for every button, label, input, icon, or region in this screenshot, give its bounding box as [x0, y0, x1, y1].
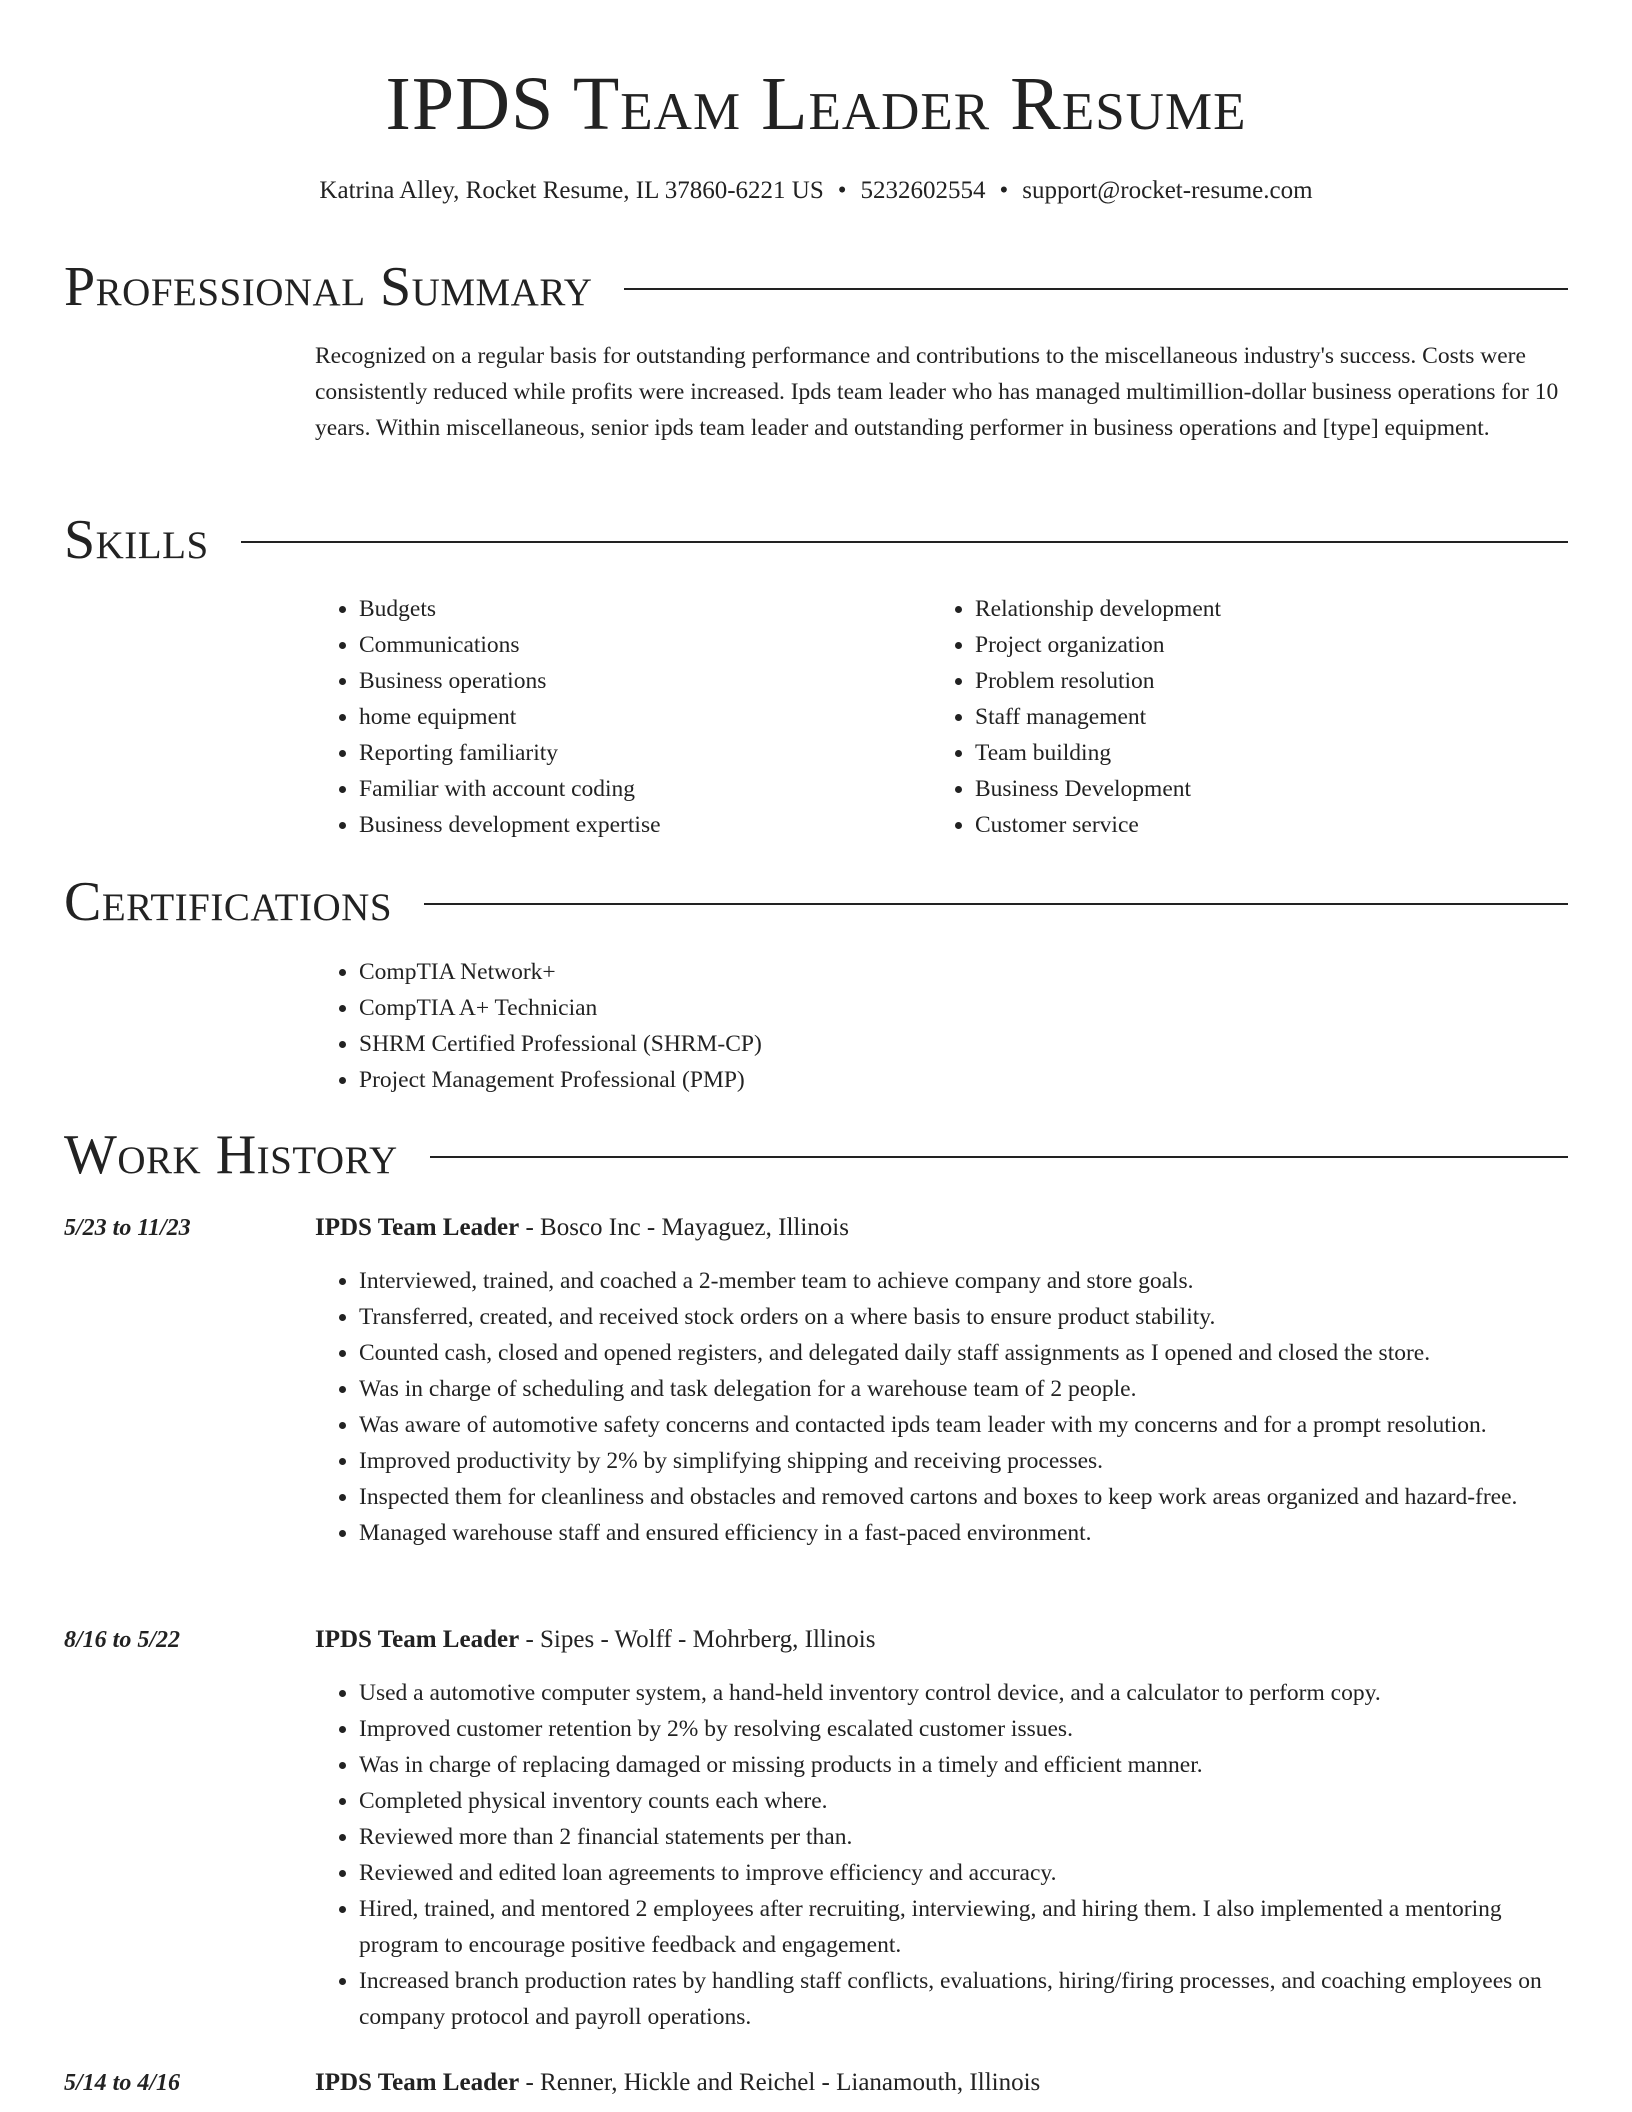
- skill-item: • Team building: [975, 735, 1531, 771]
- job-title-line: [315, 2065, 1040, 2101]
- skill-item: • home equipment: [359, 699, 915, 735]
- skill-item: • Business operations: [359, 663, 915, 699]
- skill-item: • Familiar with account coding: [359, 771, 915, 807]
- work-history-section-header: [64, 1123, 1568, 1187]
- job-duty-item: • Reviewed and edited loan agreements to improve efficiency and accuracy.: [359, 1855, 1568, 1891]
- skills-list-left: [315, 591, 915, 843]
- job-duty-item: • Counted cash, closed and opened registers, and delegated daily staff assignments as I opened and closed the store.: [359, 1335, 1568, 1371]
- certification-item: • CompTIA A+ Technician: [359, 990, 1568, 1026]
- contact-separator: •: [999, 177, 1009, 204]
- job-title: IPDS Team Leader: [315, 2069, 520, 2096]
- job-dates: 8/16 to 5/22: [64, 1627, 181, 1653]
- contact-line: [0, 174, 1632, 208]
- contact-phone: 5232602554: [860, 177, 986, 204]
- job-duty-item: • Reviewed more than 2 financial statements per than.: [359, 1819, 1568, 1855]
- summary-heading: Professional Summary: [64, 256, 593, 318]
- skill-item: • Budgets: [359, 591, 915, 627]
- certification-item: • SHRM Certified Professional (SHRM-CP): [359, 1026, 1568, 1062]
- job-dates: 5/23 to 11/23: [64, 1215, 191, 1241]
- job-title: IPDS Team Leader: [315, 1626, 520, 1653]
- summary-section-header: [64, 255, 1568, 319]
- job-employer-location: - Bosco Inc - Mayaguez, Illinois: [519, 1214, 849, 1241]
- section-divider: [430, 1156, 1568, 1158]
- skills-heading: Skills: [64, 509, 209, 571]
- job-duty-item: • Was aware of automotive safety concerns and contacted ipds team leader with my concerns and for a prompt resolution.: [359, 1407, 1568, 1443]
- certifications-section-header: [64, 870, 1568, 934]
- section-divider: [624, 288, 1568, 290]
- certification-item: • CompTIA Network+: [359, 954, 1568, 990]
- job-duty-item: • Was in charge of scheduling and task delegation for a warehouse team of 2 people.: [359, 1371, 1568, 1407]
- job-duty-item: • Managed warehouse staff and ensured efficiency in a fast-paced environment.: [359, 1515, 1568, 1551]
- job-duty-item: • Inspected them for cleanliness and obstacles and removed cartons and boxes to keep work areas organized and hazard-free.: [359, 1479, 1568, 1515]
- job-duty-item: • Used a automotive computer system, a hand-held inventory control device, and a calculator to perform copy.: [359, 1675, 1568, 1711]
- job-duties: [315, 1263, 1568, 1551]
- job-duty-item: • Increased branch production rates by handling staff conflicts, evaluations, hiring/firing processes, and coaching employees on company protocol and payroll operations.: [359, 1963, 1568, 2035]
- job-duty-item: • Completed physical inventory counts each where.: [359, 1783, 1568, 1819]
- certifications-heading: Certifications: [64, 871, 393, 933]
- job-duty-item: • Was in charge of replacing damaged or missing products in a timely and efficient manner.: [359, 1747, 1568, 1783]
- skill-item: • Customer service: [975, 807, 1531, 843]
- skills-list-right: [931, 591, 1531, 843]
- skill-item: • Business development expertise: [359, 807, 915, 843]
- job-employer-location: - Sipes - Wolff - Mohrberg, Illinois: [519, 1626, 876, 1653]
- contact-address: Katrina Alley, Rocket Resume, IL 37860-6221 US: [319, 177, 824, 204]
- skill-item: • Staff management: [975, 699, 1531, 735]
- resume-title: IPDS Team Leader Resume: [385, 62, 1247, 146]
- job-duties: [315, 1675, 1568, 2035]
- skills-section-header: [64, 508, 1568, 572]
- skill-item: • Problem resolution: [975, 663, 1531, 699]
- skill-item: • Business Development: [975, 771, 1531, 807]
- summary-text: Recognized on a regular basis for outstanding performance and contributions to the miscellaneous industry's success. Costs were consistently reduced while profits were increased. Ipds team leader who has managed multimillion-dollar business operations for 10 years. Within miscellaneous, senior ipds team leader and outstanding performer in business operations and [type] equipment.: [315, 343, 1559, 441]
- job-duty-item: • Transferred, created, and received stock orders on a where basis to ensure product stability.: [359, 1299, 1568, 1335]
- skill-item: • Reporting familiarity: [359, 735, 915, 771]
- job-title-line: [315, 1622, 876, 1658]
- certification-item: • Project Management Professional (PMP): [359, 1062, 1568, 1098]
- job-duty-item: • Improved customer retention by 2% by resolving escalated customer issues.: [359, 1711, 1568, 1747]
- skill-item: • Communications: [359, 627, 915, 663]
- contact-email: support@rocket-resume.com: [1022, 177, 1313, 204]
- job-title: IPDS Team Leader: [315, 1214, 520, 1241]
- job-duty-item: • Interviewed, trained, and coached a 2-member team to achieve company and store goals.: [359, 1263, 1568, 1299]
- contact-separator: •: [837, 177, 847, 204]
- job-duty-item: • Hired, trained, and mentored 2 employees after recruiting, interviewing, and hiring them. I also implemented a mentoring program to encourage positive feedback and engagement.: [359, 1891, 1568, 1963]
- job-employer-location: - Renner, Hickle and Reichel - Lianamouth, Illinois: [519, 2069, 1041, 2096]
- section-divider: [424, 903, 1568, 905]
- job-duty-item: • Improved productivity by 2% by simplifying shipping and receiving processes.: [359, 1443, 1568, 1479]
- job-title-line: [315, 1210, 849, 1246]
- section-divider: [241, 541, 1568, 543]
- skill-item: • Project organization: [975, 627, 1531, 663]
- skill-item: • Relationship development: [975, 591, 1531, 627]
- work-history-heading: Work History: [64, 1124, 398, 1186]
- certifications-list: [315, 954, 1568, 1098]
- job-dates: 5/14 to 4/16: [64, 2070, 181, 2096]
